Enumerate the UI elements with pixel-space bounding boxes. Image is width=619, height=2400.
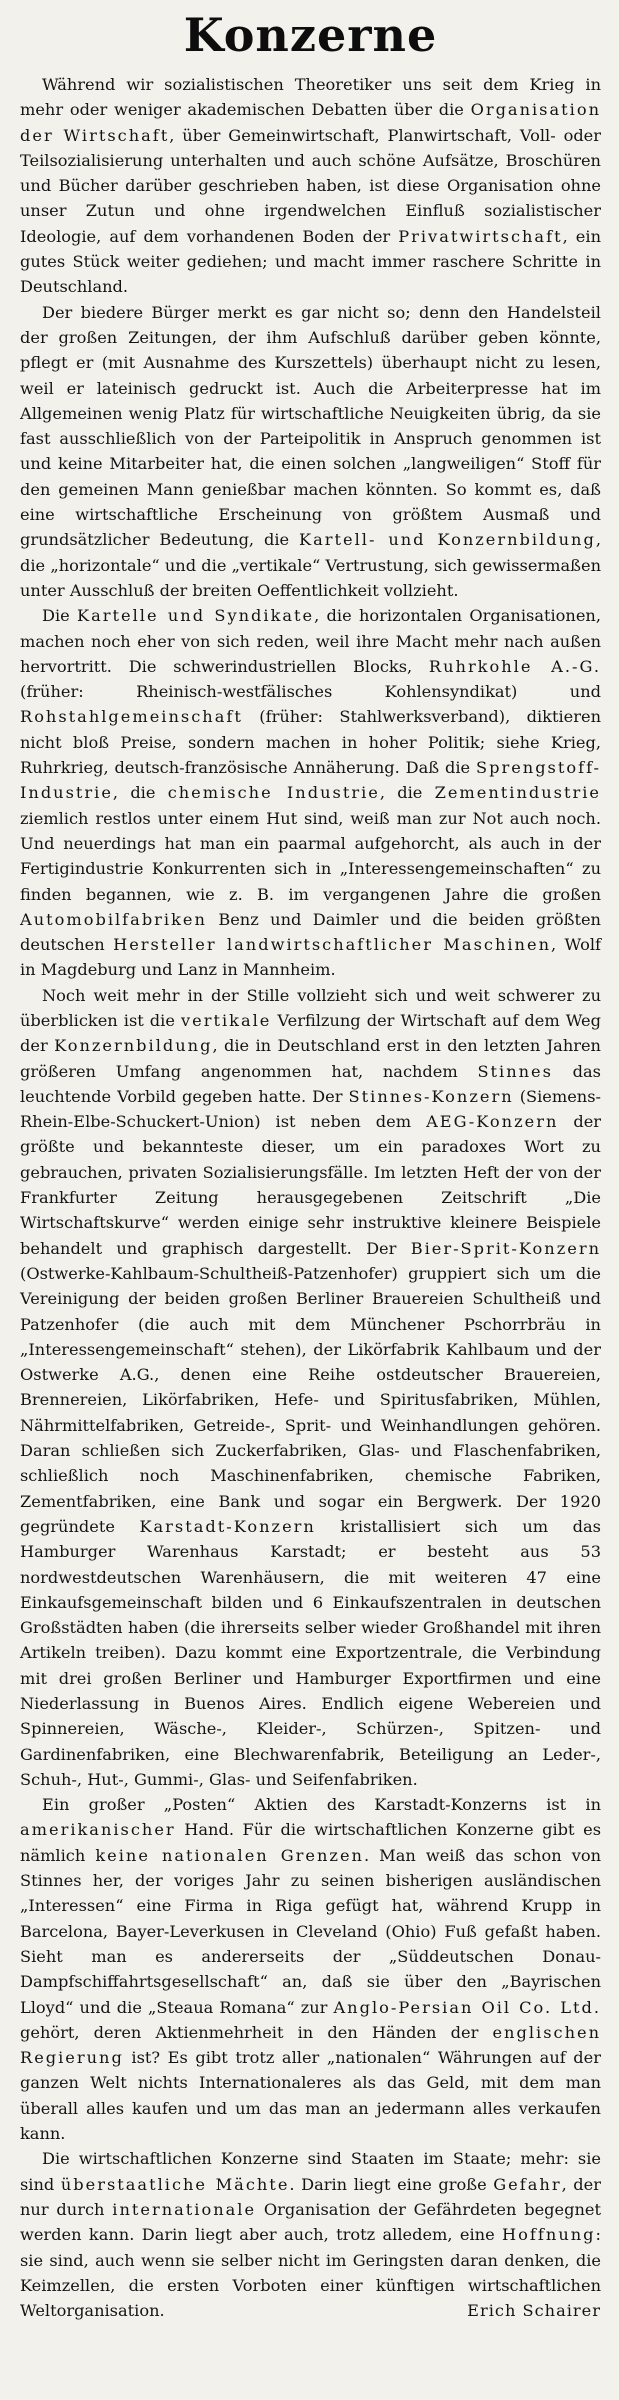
emphasized-text: Ruhrkohle A.-G. <box>428 656 601 676</box>
body-text: , die <box>112 783 168 803</box>
body-text: , über Gemeinwirtschaft, Planwirtschaft, Voll- oder Teilsozialisierung unterhalten und auch schöne Aufsätze, Broschüren und Bücher darüber geschrieben haben, ist diese Organisation ohne unser Zutun und ohne irgendwelchen Einfluß sozialistischer Ideologie, auf dem vorhandenen Boden der <box>20 125 602 246</box>
body-text: ist? Es gibt trotz aller „nationalen“ Währungen auf der ganzen Welt nichts Internationaleres als das Geld, mit dem man überall alles kaufen und um das man an jedermann alles verkaufen kann. <box>20 2048 601 2144</box>
body-text: , die horizontalen Organisationen, machen noch eher von sich reden, weil ihre Macht mehr nach außen hervortritt. Die schwerindustriellen Blocks, <box>20 606 601 676</box>
body-text: (früher: Stahlwerksverband), diktieren nicht bloß Preise, sondern machen in hoher Politik; siehe Krieg, Ruhrkrieg, deutsch-französische Annäherung. Daß die <box>20 707 601 778</box>
body-text: Verfilzung der Wirtschaft auf dem Weg der <box>20 1010 601 1056</box>
body-text: : sie sind, auch wenn sie selber nicht im Geringsten daran denken, die Keimzellen, die ersten Vorboten einer künftigen wirtschaftlichen Weltorganisation. <box>20 2225 601 2321</box>
emphasized-text: amerikanischer <box>20 1820 176 1840</box>
article-title: Konzerne <box>183 8 438 62</box>
body-text: Ein großer „Posten“ Aktien des Karstadt-Konzerns ist in <box>42 1795 601 1815</box>
emphasized-text: Automobilfabriken <box>20 909 207 929</box>
body-text: , der nur durch <box>20 2174 601 2219</box>
emphasized-text: englischen Regierung <box>20 2022 601 2068</box>
emphasized-text: Anglo-Persian Oil Co. Ltd. <box>333 1997 601 2017</box>
emphasized-text: Karstadt-Konzern <box>139 1516 316 1536</box>
body-text: gehört, deren Aktienmehrheit in den Händen der <box>20 2022 493 2042</box>
body-text: ziemlich restlos unter einem Hut sind, weiß man zur Not auch noch. Und neuerdings hat man ein paarmal aufgehorcht, als auch in der Fertigindustrie Konkurrenten sich in „Interessengemeinschaften“ zu finden begannen, wie z. B. im vergangenen Jahre die großen <box>20 808 601 904</box>
article-paragraph <box>20 1792 601 2146</box>
emphasized-text: internationale <box>112 2199 257 2219</box>
body-text: Die <box>42 606 78 626</box>
body-text: Der biedere Bürger merkt es gar nicht so; denn den Handelsteil der großen Zeitungen, der ihm Aufschluß darüber geben könnte, pflegt er (mit Ausnahme des Kurszettels) überhaupt nicht zu lesen, weil er lateinisch gedruckt ist. Auch die Arbeiterpresse hat im Allgemeinen wenig Platz für wirtschaftliche Neuigkeiten übrig, da sie fast ausschließlich von der Parteipolitik in Anspruch genommen ist und keine Mitarbeiter hat, die einen solchen „langweiligen“ Stoff für den gemeinen Mann genießbar machen könnten. So kommt es, daß eine wirtschaftliche Erscheinung von größtem Ausmaß und grundsätzlicher Bedeutung, die <box>20 302 601 550</box>
body-text: (früher: Rheinisch-westfälisches Kohlensyndikat) und <box>20 682 601 702</box>
body-text: Die wirtschaftlichen Konzerne sind Staaten im Staate; mehr: sie sind <box>20 2149 601 2194</box>
emphasized-text: vertikale <box>181 1010 272 1030</box>
emphasized-text: Stinnes-Konzern <box>348 1086 514 1106</box>
emphasized-text: Hersteller landwirtschaftlicher Maschinen <box>113 935 551 955</box>
emphasized-text: keine nationalen Grenzen <box>95 1845 364 1865</box>
emphasized-text: Organisation der Wirtschaft <box>20 100 601 145</box>
body-text: (Ostwerke-Kahlbaum-Schultheiß-Patzenhofer) gruppiert sich um die Vereinigung der beiden großen Berliner Brauereien Schultheiß und Patzenhofer (die auch mit dem Münchener Pschorrbräu in „Interessengemeinschaft“ stehen), der Likörfabrik Kahlbaum und der Ostwerke A.G., denen eine Reihe ostdeutscher Brauereien, Brennereien, Likörfabriken, Hefe- und Spiritusfabriken, Mühlen, Nährmittelfabriken, Getreide-, Sprit- und Weinhandlungen gehören. Daran schließen sich Zuckerfabriken, Glas- und Flaschenfabriken, schließlich noch Maschinenfabriken, chemische Fabriken, Zementfabriken, eine Bank und sogar ein Bergwerk. Der 1920 gegründete <box>20 1263 601 1536</box>
body-text: der größte und bekannteste dieser, um ein paradoxes Wort zu gebrauchen, privaten Sozialisierungsfälle. Im letzten Heft der von der Frankfurter Zeitung herausgegebenen Zeitschrift „Die Wirtschaftskurve“ werden einige sehr instruktive kleinere Beispiele behandelt und graphisch dargestellt. Der <box>20 1112 602 1258</box>
body-text: (Siemens-Rhein-Elbe-Schuckert-Union) ist neben dem <box>20 1086 601 1132</box>
article-paragraph <box>20 72 601 300</box>
emphasized-text: Stinnes <box>477 1061 553 1081</box>
emphasized-text: chemische Industrie <box>167 783 380 803</box>
article-paragraph <box>20 300 601 604</box>
body-text: kristallisiert sich um das Hamburger Warenhaus Karstadt; er besteht aus 53 nordwestdeutschen Warenhäusern, die mit weiteren 47 eine Einkaufsgemeinschaft bilden und 6 Einkaufszentralen in deutschen Großstädten haben (die ihrerseits selber wieder Großhandel mit ihren Artikeln treiben). Dazu kommt eine Exportzentrale, die Verbindung mit drei großen Berliner und Hamburger Exportfirmen und eine Niederlassung in Buenos Aires. Endlich eigene Webereien und Spinnereien, Wäsche-, Kleider-, Schürzen-, Spitzen- und Gardinenfabriken, eine Blechwarenfabrik, Beteiligung an Leder-, Schuh-, Hut-, Gummi-, Glas- und Seifenfabriken. <box>20 1516 601 1789</box>
body-text: , die „horizontale“ und die „vertikale“ Vertrustung, sich gewissermaßen unter Ausschluß der breiten Oeffentlichkeit vollzieht. <box>20 530 602 600</box>
article-paragraph <box>20 603 601 982</box>
emphasized-text: Konzernbildung <box>54 1036 213 1056</box>
body-text: . Man weiß das schon von Stinnes her, der voriges Jahr zu seinen bisherigen ausländischen „Interessen“ eine Firma in Riga gefügt hat, während Krupp in Barcelona, Bayer-Leverkusen in Cleveland (Ohio) Fuß gefaßt haben. Sieht man es andererseits der „Süddeutschen Donau-Dampfschiffahrtsgesellschaft“ an, daß sie über den „Bayrischen Lloyd“ und die „Steaua Romana“ zur <box>20 1845 602 2017</box>
body-text: , Wolf in Magdeburg und Lanz in Mannheim. <box>20 935 601 980</box>
body-text: , die in Deutschland erst in den letzten Jahren größeren Umfang angenommen hat, nachdem <box>20 1036 601 1081</box>
body-text: Benz und Daimler und die beiden größten deutschen <box>20 909 601 955</box>
article-paragraph <box>20 983 601 1793</box>
body-text: . Darin liegt eine große <box>289 2174 494 2194</box>
emphasized-text: Privatwirtschaft <box>398 226 563 246</box>
body-text: Noch weit mehr in der Stille vollzieht sich und weit schwerer zu überblicken ist die <box>20 985 601 1030</box>
author-signature: Erich Schairer <box>467 2301 601 2321</box>
emphasized-text: überstaatliche Mächte <box>60 2174 290 2194</box>
emphasized-text: Gefahr <box>493 2174 562 2194</box>
body-text: das leuchtende Vorbild gegeben hatte. Der <box>20 1061 601 1106</box>
body-text: , die <box>379 783 435 803</box>
article-body <box>20 72 601 2323</box>
body-text: Hand. Für die wirtschaftlichen Konzerne gibt es nämlich <box>20 1820 601 1865</box>
body-text: , ein gutes Stück weiter gediehen; und macht immer raschere Schritte in Deutschland. <box>20 226 601 297</box>
body-text: Organisation der Gefährdeten begegnet werden kann. Darin liegt aber auch, trotz alledem, eine <box>20 2199 601 2245</box>
emphasized-text: Kartelle und Syndikate <box>77 606 315 626</box>
emphasized-text: Sprengstoff-Industrie <box>20 758 601 803</box>
emphasized-text: AEG-Konzern <box>426 1112 559 1132</box>
body-text: Während wir sozialistischen Theoretiker uns seit dem Krieg in mehr oder weniger akademischen Debatten über die <box>20 75 601 120</box>
emphasized-text: Bier-Sprit-Konzern <box>410 1238 601 1258</box>
emphasized-text: Zementindustrie <box>434 783 601 803</box>
emphasized-text: Rohstahlgemeinschaft <box>20 707 243 727</box>
emphasized-text: Kartell- und Konzernbildung <box>299 530 596 550</box>
emphasized-text: Hoffnung <box>502 2225 596 2245</box>
article-paragraph <box>20 2146 601 2323</box>
